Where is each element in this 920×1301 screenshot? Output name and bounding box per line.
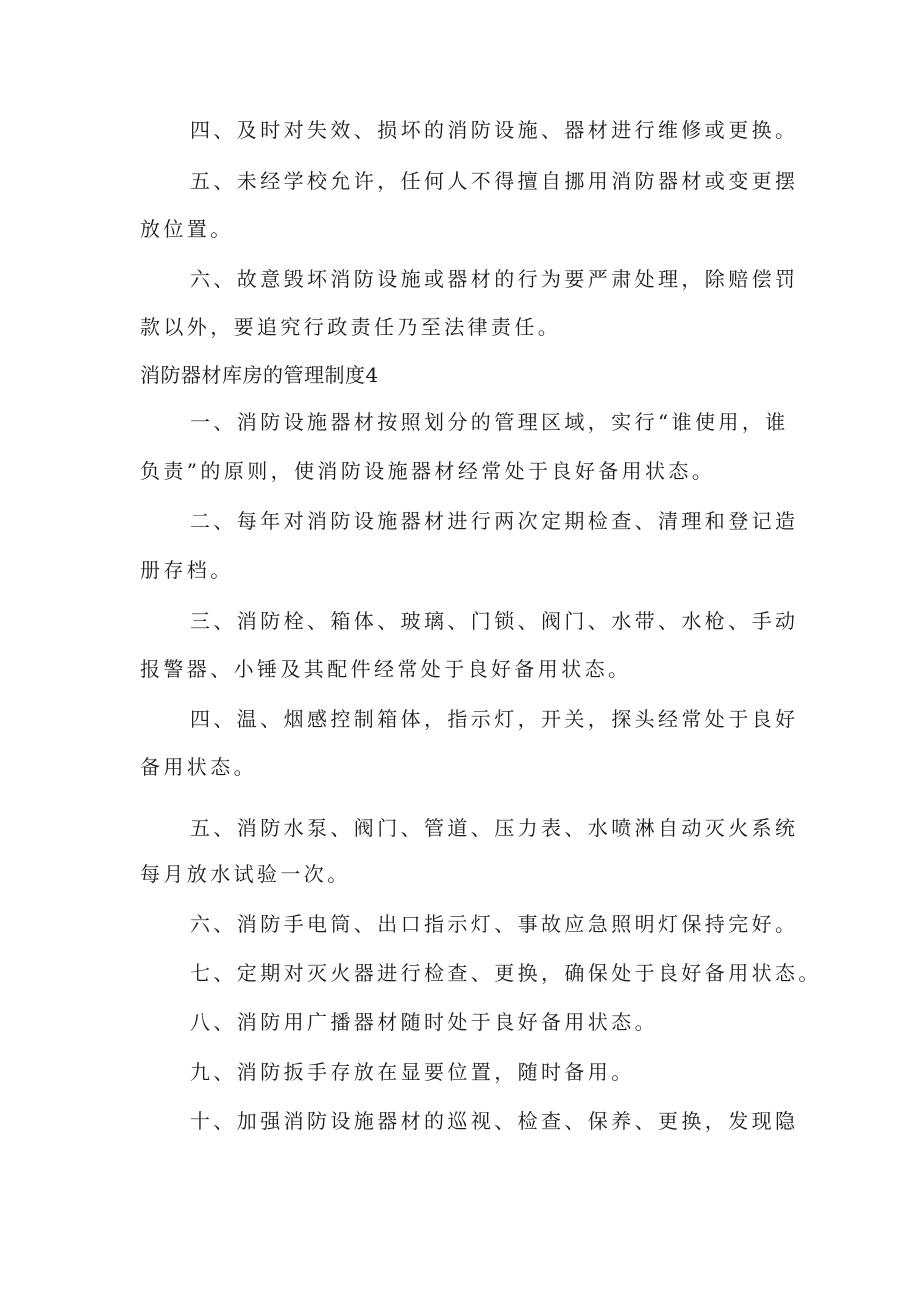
paragraph-line: 十、加强消防设施器材的巡视、检查、保养、更换，发现隐 (190, 1109, 799, 1133)
paragraph-line: 每月放水试验一次。 (140, 862, 351, 886)
paragraph-line: 负责”的原则，使消防设施器材经常处于良好备用状态。 (140, 459, 716, 483)
paragraph-line: 六、故意毁坏消防设施或器材的行为要严肃处理，除赔偿罚 (190, 267, 799, 291)
paragraph-line: 五、消防水泵、阀门、管道、压力表、水喷淋自动灭火系统 (190, 816, 799, 840)
paragraph-line: 四、温、烟感控制箱体，指示灯，开关，探头经常处于良好 (190, 707, 799, 731)
paragraph-line: 一、消防设施器材按照划分的管理区域，实行“谁使用，谁 (190, 410, 789, 434)
paragraph-line: 四、及时对失效、损坏的消防设施、器材进行维修或更换。 (190, 118, 799, 142)
paragraph-line: 报警器、小锤及其配件经常处于良好备用状态。 (140, 657, 632, 681)
section-heading: 消防器材库房的管理制度4 (140, 363, 379, 387)
paragraph-line: 六、消防手电筒、出口指示灯、事故应急照明灯保持完好。 (190, 912, 799, 936)
paragraph-line: 九、消防扳手存放在显要位置，随时备用。 (190, 1060, 635, 1084)
paragraph-line: 册存档。 (140, 558, 234, 582)
paragraph-line: 放位置。 (140, 217, 234, 241)
paragraph-line: 七、定期对灭火器进行检查、更换，确保处于良好备用状态。 (190, 961, 822, 985)
paragraph-line: 八、消防用广播器材随时处于良好备用状态。 (190, 1010, 658, 1034)
paragraph-line: 款以外，要追究行政责任乃至法律责任。 (140, 315, 562, 339)
paragraph-line: 二、每年对消防设施器材进行两次定期检查、清理和登记造 (190, 509, 799, 533)
paragraph-line: 备用状态。 (140, 755, 257, 779)
paragraph-line: 三、消防栓、箱体、玻璃、门锁、阀门、水带、水枪、手动 (190, 609, 799, 633)
paragraph-line: 五、未经学校允许，任何人不得擅自挪用消防器材或变更摆 (190, 169, 799, 193)
